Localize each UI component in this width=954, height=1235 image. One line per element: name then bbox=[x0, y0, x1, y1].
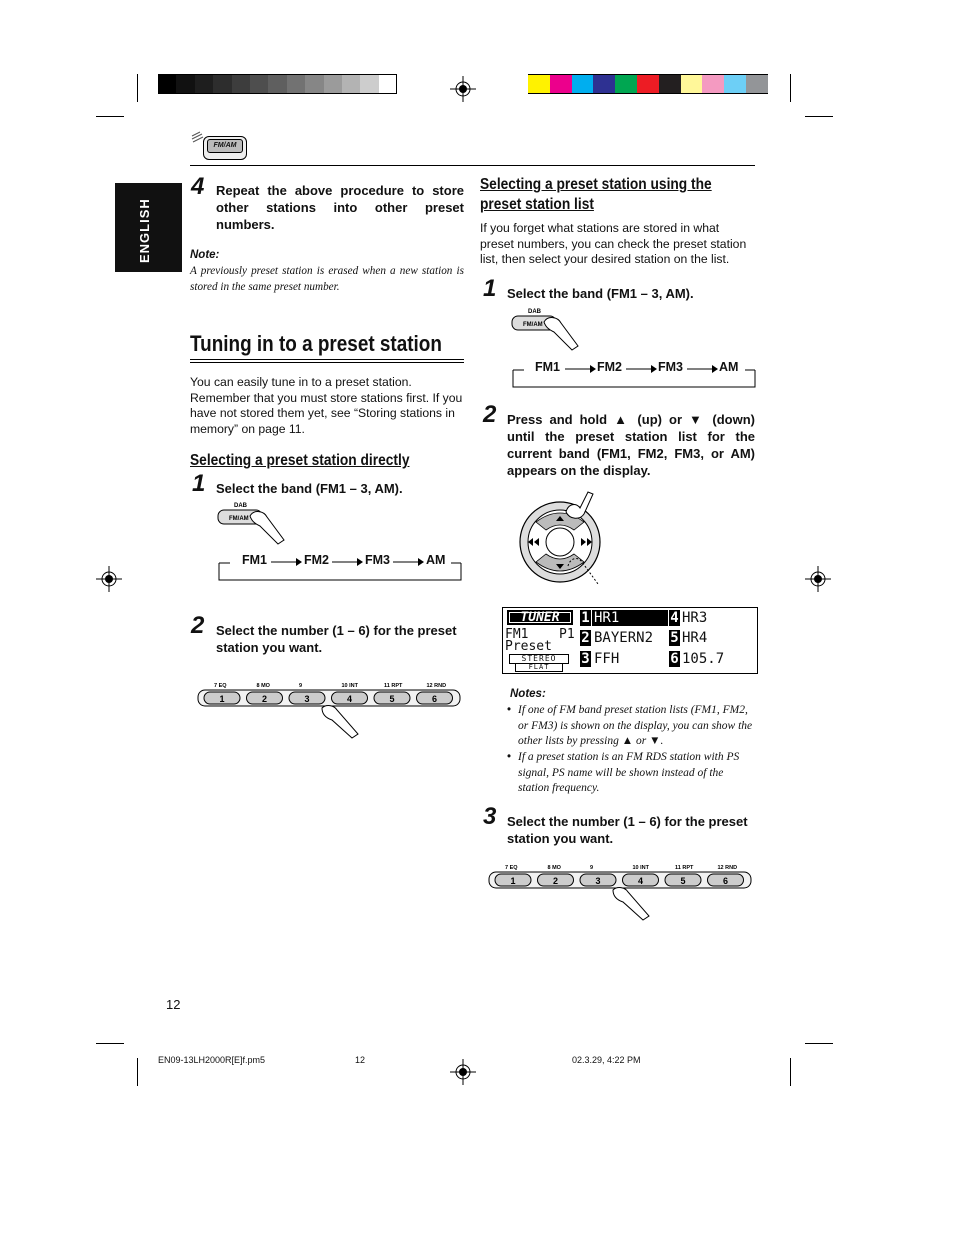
color-swatch bbox=[550, 74, 572, 94]
note-item: If a preset station is an FM RDS station with PS signal, PS name will be shown instead of the station frequency. bbox=[518, 751, 740, 794]
color-swatch bbox=[746, 74, 768, 94]
arrow-right-icon bbox=[687, 365, 718, 373]
preset-button-num: 1 bbox=[219, 694, 225, 704]
dab-label: DAB bbox=[528, 309, 541, 315]
preset-button-top-label: 8 MO bbox=[256, 683, 270, 689]
preset-button-3 bbox=[289, 683, 325, 704]
color-swatch bbox=[702, 74, 724, 94]
fm-am-button-illustration bbox=[506, 306, 596, 356]
header-rule bbox=[190, 165, 755, 166]
band-sequence bbox=[218, 553, 462, 581]
gray-swatch bbox=[324, 74, 342, 94]
band-am: AM bbox=[426, 553, 446, 567]
finger-icon bbox=[322, 706, 358, 738]
footer-file: EN09-13LH2000R[E]f.pm5 bbox=[158, 1055, 266, 1065]
preset-button-top-label: 8 MO bbox=[547, 865, 561, 871]
display-station-name: 105.7 bbox=[682, 651, 725, 667]
preset-button-num: 6 bbox=[431, 694, 438, 704]
step-text: Select the band (FM1 – 3, AM). bbox=[216, 481, 403, 496]
crop-mark bbox=[96, 116, 124, 117]
page-number: 12 bbox=[166, 997, 181, 1012]
step-text: Select the number (1 – 6) for the preset station you want. bbox=[507, 814, 748, 846]
crop-mark bbox=[805, 116, 833, 117]
preset-button-num: 1 bbox=[510, 876, 516, 886]
bullet: • bbox=[507, 704, 512, 716]
intro-text: If you forget what stations are stored in what preset numbers, you can check the preset station list, then select your desired station on the list. bbox=[480, 221, 747, 266]
preset-button-num: 2 bbox=[552, 876, 559, 886]
language-tab bbox=[115, 183, 182, 272]
preset-button-num: 6 bbox=[722, 876, 729, 886]
display-station-num: 1 bbox=[581, 610, 590, 626]
display-station-num: 3 bbox=[581, 651, 590, 667]
preset-button-6 bbox=[708, 865, 744, 886]
color-swatch bbox=[659, 74, 681, 94]
gray-swatch bbox=[232, 74, 250, 94]
crop-mark bbox=[96, 1043, 124, 1044]
display-indicator-stereo: STEREO bbox=[509, 654, 569, 664]
color-swatch bbox=[572, 74, 594, 94]
preset-button-1 bbox=[204, 683, 240, 704]
gray-swatch bbox=[195, 74, 213, 94]
band-fm2: FM2 bbox=[304, 553, 329, 567]
registration-mark bbox=[805, 566, 831, 592]
display-station-name: BAYERN2 bbox=[594, 630, 654, 646]
preset-button-top-label: 10 INT bbox=[632, 865, 650, 871]
preset-button-num: 3 bbox=[595, 876, 601, 886]
preset-button-5 bbox=[665, 865, 701, 886]
preset-buttons-illustration bbox=[196, 680, 462, 742]
display-station-num: 4 bbox=[670, 610, 679, 626]
preset-button-4 bbox=[623, 865, 659, 886]
arrow-right-icon bbox=[271, 558, 302, 566]
display-station-num: 5 bbox=[670, 630, 679, 646]
subsection-title: Selecting a preset station directly bbox=[190, 452, 410, 469]
preset-button-1 bbox=[495, 865, 531, 886]
section-title-rule bbox=[190, 362, 464, 363]
fm-am-button-illustration bbox=[212, 500, 302, 550]
step-number: 2 bbox=[191, 612, 205, 639]
preset-button-2 bbox=[247, 683, 283, 704]
preset-button-num: 2 bbox=[261, 694, 268, 704]
gray-swatch bbox=[360, 74, 378, 94]
color-swatch bbox=[637, 74, 659, 94]
display-station-name: HR1 bbox=[594, 610, 620, 626]
display-station-name: HR3 bbox=[682, 610, 708, 626]
preset-button-num: 3 bbox=[304, 694, 310, 704]
color-swatch bbox=[528, 74, 550, 94]
arrow-right-icon bbox=[393, 558, 424, 566]
step-number: 3 bbox=[483, 803, 497, 830]
gray-swatch bbox=[213, 74, 231, 94]
preset-button-6 bbox=[417, 683, 453, 704]
preset-button-num: 4 bbox=[637, 876, 644, 886]
gray-swatch bbox=[158, 74, 176, 94]
arrow-right-icon bbox=[626, 365, 657, 373]
step-number: 2 bbox=[483, 401, 497, 428]
bullet: • bbox=[507, 751, 512, 763]
preset-buttons-svg bbox=[487, 862, 753, 924]
band-fm2: FM2 bbox=[597, 360, 622, 374]
arrow-right-icon bbox=[332, 558, 363, 566]
step-text: Press and hold ▲ (up) or ▼ (down) until the preset station list for the current band (FM1, FM2, FM3, or AM) appears on the display. bbox=[507, 412, 755, 478]
registration-mark bbox=[450, 1059, 476, 1085]
preset-button-top-label: 10 INT bbox=[341, 683, 359, 689]
step-number: 4 bbox=[191, 173, 205, 200]
color-swatch bbox=[724, 74, 746, 94]
gray-swatch bbox=[176, 74, 194, 94]
crop-mark bbox=[137, 74, 138, 102]
subsection-title: Selecting a preset station using the preset station list bbox=[480, 176, 712, 213]
step-text: Select the number (1 – 6) for the preset station you want. bbox=[216, 623, 457, 655]
finger-icon bbox=[250, 512, 284, 544]
preset-button-num: 4 bbox=[346, 694, 353, 704]
display-page: P1 bbox=[559, 627, 575, 642]
note-item: If one of FM band preset station lists (FM1, FM2, or FM3) is shown on the display, you can show the other lists by pressing ▲ or ▼. bbox=[518, 704, 753, 747]
crop-mark bbox=[790, 1058, 791, 1086]
lcd-display bbox=[502, 607, 758, 674]
registration-mark bbox=[96, 566, 122, 592]
preset-button-top-label: 12 RND bbox=[717, 865, 738, 871]
step-number: 1 bbox=[483, 275, 497, 302]
band-fm1: FM1 bbox=[242, 553, 267, 567]
preset-button-3 bbox=[580, 865, 616, 886]
preset-button-top-label: 9 bbox=[299, 683, 303, 689]
display-station-name: HR4 bbox=[682, 630, 708, 646]
registration-mark bbox=[450, 76, 476, 102]
intro-text: You can easily tune in to a preset station. Remember that you must store stations first. If you have not stored them yet, see “Storing stations in memory” on page 11. bbox=[190, 375, 463, 436]
color-swatch bbox=[615, 74, 637, 94]
gray-swatch bbox=[250, 74, 268, 94]
display-band: FM1 bbox=[505, 627, 529, 642]
footer-page: 12 bbox=[355, 1055, 366, 1065]
preset-button-top-label: 9 bbox=[590, 865, 594, 871]
band-fm3: FM3 bbox=[658, 360, 683, 374]
fm-am-header-icon bbox=[190, 130, 248, 162]
gray-swatch bbox=[342, 74, 360, 94]
display-station-num: 6 bbox=[670, 651, 679, 667]
display-station-num: 2 bbox=[581, 630, 590, 646]
section-title: Tuning in to a preset station bbox=[190, 331, 442, 356]
preset-button-top-label: 11 RPT bbox=[384, 683, 403, 689]
footer-date: 02.3.29, 4:22 PM bbox=[572, 1055, 641, 1065]
section-title-rule bbox=[190, 359, 464, 360]
arrow-right-icon bbox=[565, 365, 596, 373]
control-dial-illustration bbox=[514, 488, 610, 588]
step-number: 1 bbox=[192, 470, 206, 497]
band-fm3: FM3 bbox=[365, 553, 390, 567]
fm-am-label: FM/AM bbox=[207, 139, 243, 153]
notes-title: Notes: bbox=[510, 688, 546, 700]
color-swatch bbox=[593, 74, 615, 94]
preset-button-num: 5 bbox=[680, 876, 686, 886]
gray-swatch bbox=[379, 74, 397, 94]
display-mode: TUNER bbox=[507, 610, 573, 625]
preset-button-top-label: 7 EQ bbox=[214, 683, 227, 689]
gray-swatch bbox=[305, 74, 323, 94]
step-text: Repeat the above procedure to store other stations into other preset numbers. bbox=[216, 183, 464, 232]
preset-button-2 bbox=[538, 865, 574, 886]
preset-buttons-illustration bbox=[487, 862, 753, 924]
crop-mark bbox=[790, 74, 791, 102]
step-text: Select the band (FM1 – 3, AM). bbox=[507, 286, 694, 301]
dab-label: DAB bbox=[234, 503, 247, 509]
crop-mark bbox=[137, 1058, 138, 1086]
preset-button-top-label: 11 RPT bbox=[675, 865, 694, 871]
finger-icon bbox=[544, 318, 578, 350]
fm-am-button-label: FM/AM bbox=[229, 516, 249, 522]
preset-button-5 bbox=[374, 683, 410, 704]
crop-mark bbox=[805, 1043, 833, 1044]
band-am: AM bbox=[719, 360, 739, 374]
fm-am-button-label: FM/AM bbox=[523, 322, 543, 328]
finger-icon bbox=[613, 888, 649, 920]
note-title: Note: bbox=[190, 249, 220, 261]
language-tab-label: ENGLISH bbox=[137, 198, 152, 263]
preset-button-4 bbox=[332, 683, 368, 704]
band-fm1: FM1 bbox=[535, 360, 560, 374]
preset-button-top-label: 12 RND bbox=[426, 683, 447, 689]
preset-button-num: 5 bbox=[389, 694, 395, 704]
display-preset-label: Preset bbox=[505, 639, 552, 654]
preset-button-top-label: 7 EQ bbox=[505, 865, 518, 871]
note-text: A previously preset station is erased when a new station is stored in the same preset number. bbox=[190, 265, 464, 293]
preset-buttons-svg bbox=[196, 680, 462, 742]
gray-swatch bbox=[287, 74, 305, 94]
color-swatch bbox=[681, 74, 703, 94]
band-sequence bbox=[512, 360, 756, 388]
display-station-name: FFH bbox=[594, 651, 620, 667]
gray-swatch bbox=[268, 74, 286, 94]
display-indicator-flat: FLAT bbox=[515, 663, 563, 672]
